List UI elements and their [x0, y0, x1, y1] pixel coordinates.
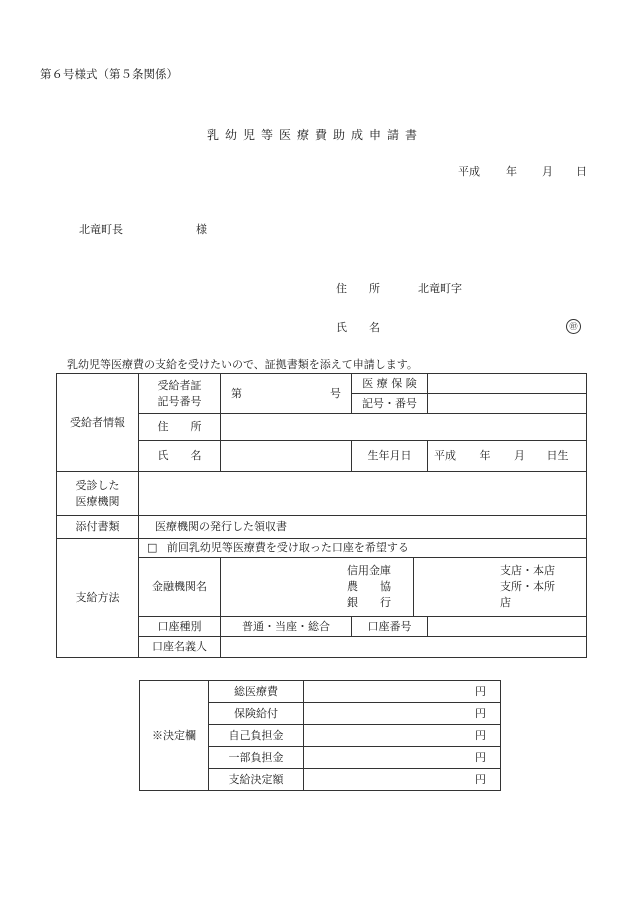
- bank-type-bank: 銀 行: [347, 596, 391, 609]
- applicant-address-label: 住 所: [336, 282, 380, 295]
- addressee-mayor: 北竜町長: [79, 223, 123, 236]
- applicant-address-value[interactable]: 北竜町字: [418, 282, 462, 295]
- decision-label: ※決定欄: [140, 681, 209, 791]
- account-number-label: 口座番号: [352, 617, 428, 637]
- attachment-value: 医療機関の発行した領収書: [139, 516, 587, 539]
- decision-row-label: 支給決定額: [209, 769, 304, 791]
- address-label: 住 所: [139, 414, 221, 441]
- branch-type-shisho: 支所・本所: [500, 580, 555, 593]
- account-type-value[interactable]: 普通・当座・総合: [221, 617, 352, 637]
- address-field[interactable]: [221, 414, 587, 441]
- clinic-label-line2: 医療機関: [75, 494, 120, 508]
- clinic-label-line1: 受診した: [75, 478, 120, 492]
- decision-row-label: 一部負担金: [209, 747, 304, 769]
- decision-row-label: 保険給付: [209, 703, 304, 725]
- certificate-go: 号: [330, 386, 341, 400]
- account-number-field[interactable]: [428, 617, 587, 637]
- name-field[interactable]: [221, 441, 352, 472]
- clinic-field[interactable]: [139, 472, 587, 516]
- decision-row-label: 総医療費: [209, 681, 304, 703]
- decision-table: [139, 680, 501, 791]
- account-type-label: 口座種別: [139, 617, 221, 637]
- birthdate-field[interactable]: [428, 441, 587, 472]
- addressee-honorific: 様: [196, 223, 207, 236]
- birth-day: 日生: [546, 449, 569, 462]
- previous-account-checkbox[interactable]: □: [147, 541, 158, 554]
- applicant-name-label: 氏 名: [336, 321, 380, 334]
- date-day: 日: [576, 165, 587, 178]
- decision-row-amount[interactable]: 円: [304, 769, 501, 791]
- decision-row-amount[interactable]: 円: [304, 747, 501, 769]
- bank-label: 金融機関名: [139, 558, 221, 617]
- certificate-label-line1: 受給者証: [157, 378, 202, 392]
- insurance-label: 医 療 保 険: [352, 374, 428, 394]
- date-era: 平成: [458, 165, 480, 178]
- certificate-label: [139, 374, 221, 414]
- recipient-info-label: 受給者情報: [57, 374, 139, 472]
- account-holder-label: 口座名義人: [139, 637, 221, 658]
- birth-month: 月: [514, 449, 525, 462]
- decision-row-amount[interactable]: 円: [304, 681, 501, 703]
- payment-method-label: 支給方法: [57, 539, 139, 658]
- decision-row-amount[interactable]: 円: [304, 725, 501, 747]
- birth-year: 年: [479, 449, 491, 462]
- seal-mark-icon: ㊞: [566, 319, 581, 334]
- document-title: 乳幼児等医療費助成申請書: [206, 128, 423, 142]
- form-number: 第６号様式（第５条関係）: [40, 67, 178, 81]
- insurance-value-top[interactable]: [428, 374, 587, 394]
- insurance-sub-label: 記号・番号: [352, 394, 428, 414]
- application-table: [56, 373, 587, 658]
- bank-type-agri: 農 協: [347, 580, 391, 593]
- date-month: 月: [542, 165, 553, 178]
- intro-sentence: 乳幼児等医療費の支給を受けたいので、証拠書類を添えて申請します。: [67, 358, 418, 371]
- bank-type-credit: 信用金庫: [347, 564, 391, 577]
- clinic-label: [57, 472, 139, 516]
- branch-name-field[interactable]: [414, 558, 587, 617]
- attachment-label: 添付書類: [57, 516, 139, 539]
- previous-account-option[interactable]: [139, 539, 587, 558]
- branch-type-shiten: 支店・本店: [500, 564, 555, 577]
- decision-row-label: 自己負担金: [209, 725, 304, 747]
- date-year: 年: [506, 165, 517, 178]
- certificate-dai: 第: [231, 386, 242, 400]
- birth-era: 平成: [434, 449, 456, 462]
- previous-account-text: 前回乳幼児等医療費を受け取った口座を希望する: [166, 541, 409, 554]
- insurance-number-field[interactable]: [428, 394, 587, 414]
- certificate-label-line2: 記号番号: [157, 394, 202, 408]
- account-holder-field[interactable]: [221, 637, 587, 658]
- certificate-number-field[interactable]: [221, 374, 352, 414]
- bank-name-field[interactable]: [221, 558, 414, 617]
- decision-row-amount[interactable]: 円: [304, 703, 501, 725]
- branch-type-ten: 店: [500, 596, 511, 609]
- birthdate-label: 生年月日: [352, 441, 428, 472]
- name-label: 氏 名: [139, 441, 221, 472]
